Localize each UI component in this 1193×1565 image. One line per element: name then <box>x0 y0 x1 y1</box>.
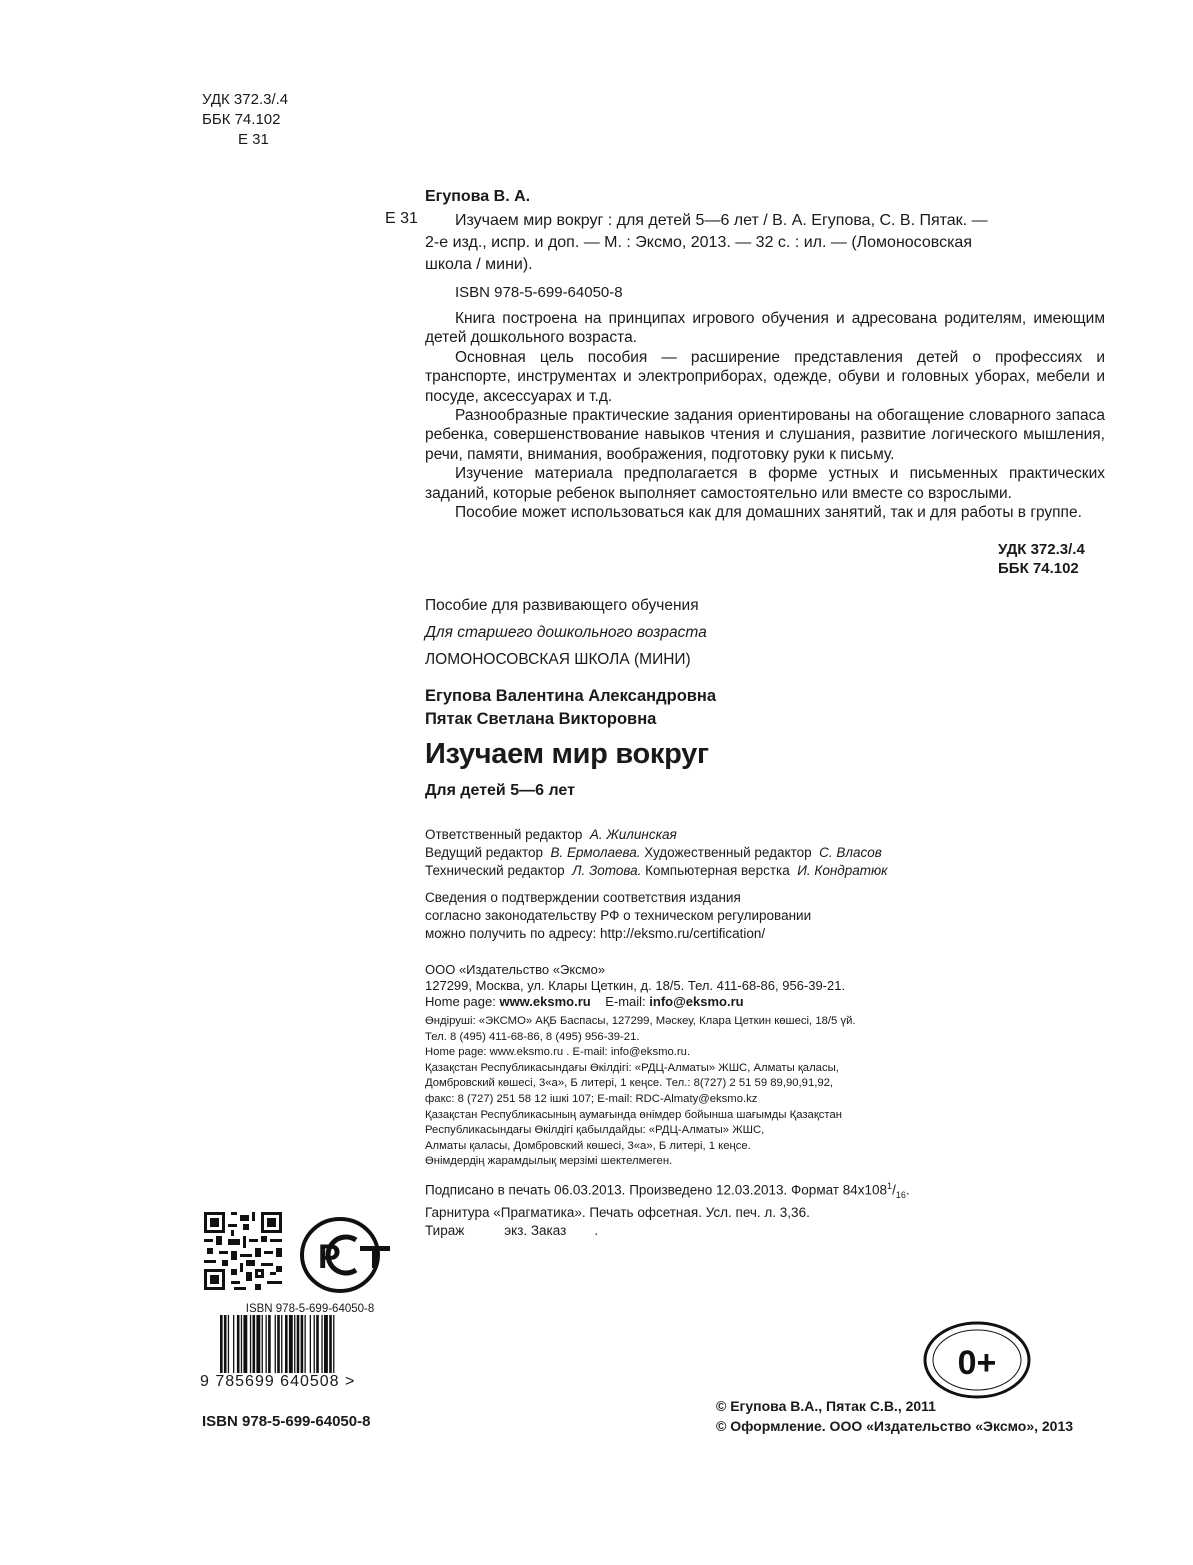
kz-line: Республикасындағы Өкілдігі қабылдайды: «РДЦ-Алматы» ЖШС, <box>425 1124 765 1137</box>
credit-label: Ведущий редактор <box>425 845 543 860</box>
email-label: E-mail: <box>605 994 646 1009</box>
catalog-description-line: Изучаем мир вокруг : для детей 5—6 лет / В. А. Егупова, С. В. Пятак. — <box>455 212 988 229</box>
certification-line: Сведения о подтверждении соответствия издания <box>425 890 741 905</box>
qr-code-icon <box>204 1212 282 1290</box>
certification-info <box>425 889 811 943</box>
print-line <box>425 1222 910 1240</box>
publisher-contacts <box>425 994 845 1010</box>
print-line: Гарнитура «Прагматика». Печать офсетная. Усл. печ. л. 3,36. <box>425 1205 810 1221</box>
credit-label: Технический редактор <box>425 863 565 878</box>
email-address: info@eksmo.ru <box>649 994 744 1009</box>
kz-line: Өндіруші: «ЭКСМО» АҚБ Баспасы, 127299, Мәскеу, Клара Цеткин көшесі, 18/5 үй. <box>425 1015 856 1027</box>
credit-line <box>425 844 888 862</box>
udk-code: УДК 372.3/.4 <box>998 541 1085 558</box>
catalog-code: Е 31 <box>385 210 418 227</box>
series-age: Для старшего дошкольного возраста <box>425 624 707 641</box>
kz-line: Домбровский көшесі, 3«а», Б литері, 1 кеңсе. Тел.: 8(727) 2 51 59 89,90,91,92, <box>425 1077 834 1090</box>
barcode-digits: 9 785699 640508 > <box>200 1373 356 1390</box>
editorial-credits <box>425 826 888 880</box>
credit-line <box>425 862 888 880</box>
abstract-paragraph: Основная цель пособия — расширение представления детей о профессиях и транспорте, инструментах и электроприборах, одежде, обуви и головных уборах, мебели и посуде, аксессуарах и т.д. <box>425 348 1105 405</box>
copyright <box>716 1396 1073 1436</box>
author-name: Егупова Валентина Александровна <box>425 687 717 705</box>
catalog-description-line: 2-е изд., испр. и доп. — М. : Эксмо, 2013. — 32 с. : ил. — (Ломоносовская <box>425 234 972 251</box>
isbn-bottom: ISBN 978-5-699-64050-8 <box>202 1413 371 1430</box>
udk-block-right <box>998 540 1085 578</box>
credit-name: А. Жилинская <box>589 827 677 842</box>
udk-code: УДК 372.3/.4 <box>202 91 289 108</box>
abstract-paragraph: Пособие может использоваться как для домашних занятий, так и для работы в группе. <box>455 504 1082 522</box>
kz-line: Home page: www.eksmo.ru . E-mail: info@eksmo.ru. <box>425 1046 691 1059</box>
author-mark: Е 31 <box>238 131 269 148</box>
series-type: Пособие для развивающего обучения <box>425 597 699 614</box>
certification-line: можно получить по адресу: http://eksmo.ru/certification/ <box>425 926 766 941</box>
bbk-code: ББК 74.102 <box>202 111 281 128</box>
pst-certification-mark-icon <box>298 1216 394 1294</box>
series-info <box>425 592 707 673</box>
abstract-paragraph: Разнообразные практические задания ориентированы на обогащение словарного запаса ребенка, совершенствование навыков чтения и слушания, развитие логического мышления, речи, памяти, внимания, воображения, подготовку руки к письму. <box>425 407 1105 463</box>
catalog-isbn: ISBN 978-5-699-64050-8 <box>455 284 623 301</box>
credit-label: Ответственный редактор <box>425 827 583 842</box>
barcode-icon <box>218 1315 398 1373</box>
kz-line: факс: 8 (727) 251 58 12 ішкі 107; E-mail: RDC-Almaty@eksmo.kz <box>425 1092 758 1105</box>
author-name: Пятак Светлана Викторовна <box>425 710 657 728</box>
print-info <box>425 1177 910 1240</box>
home-label: Home page: <box>425 994 496 1009</box>
credit-name: И. Кондратюк <box>797 863 888 878</box>
credit-name: С. Власов <box>819 845 882 860</box>
home-url: www.eksmo.ru <box>499 994 591 1009</box>
publisher-address: 127299, Москва, ул. Клары Цеткин, д. 18/5. Тел. 411-68-86, 956-39-21. <box>425 978 846 993</box>
kazakhstan-info <box>425 1014 856 1170</box>
barcode <box>200 1303 400 1391</box>
abstract-paragraph: Изучение материала предполагается в форме устных и письменных практических заданий, которые ребенок выполняет самостоятельно или вместе со взрослыми. <box>425 465 1105 502</box>
credit-name: В. Ермолаева. <box>550 845 641 860</box>
kz-line: Қазақстан Республикасындағы Өкілдігі: «РДЦ-Алматы» ЖШС, Алматы қаласы, <box>425 1061 839 1074</box>
credit-label: Художественный редактор <box>644 845 812 860</box>
series-name: ЛОМОНОСОВСКАЯ ШКОЛА (МИНИ) <box>425 651 691 668</box>
catalog-description <box>425 210 1105 276</box>
age-rating-0plus-icon <box>921 1320 1033 1400</box>
book-title: Изучаем мир вокруг <box>425 738 709 770</box>
abstract-paragraph: Книга построена на принципах игрового обучения и адресована родителям, имеющим детей дошкольного возраста. <box>425 310 1105 347</box>
format-fraction-numerator: 1 <box>887 1181 893 1191</box>
age-line: Для детей 5—6 лет <box>425 782 575 799</box>
print-line: Подписано в печать 06.03.2013. Произведено 12.03.2013. Формат $84х108^1/_{16}$. <box>425 1181 910 1201</box>
copyright-line: © Егупова В.А., Пятак С.В., 2011 <box>716 1398 936 1414</box>
authors-full <box>425 685 716 731</box>
catalog-author: Егупова В. А. <box>425 188 531 205</box>
kz-line: Тел. 8 (495) 411-68-86, 8 (495) 956-39-21. <box>425 1030 640 1043</box>
order-label: экз. Заказ <box>504 1223 567 1239</box>
bbk-code: ББК 74.102 <box>998 560 1079 577</box>
svg-text:Р: Р <box>318 1238 341 1276</box>
print-format-end: . <box>905 1182 910 1198</box>
credit-line <box>425 826 888 844</box>
credit-name: Л. Зотова. <box>572 863 642 878</box>
kz-line: Алматы қаласы, Домбровский көшесі, 3«а», Б литері, 1 кеңсе. <box>425 1139 751 1152</box>
publisher-info <box>425 962 845 1010</box>
catalog-description-line: школа / мини). <box>425 256 533 273</box>
circulation-label: Тираж <box>425 1223 465 1239</box>
order-end: . <box>594 1223 599 1239</box>
age-rating-text: 0+ <box>957 1344 997 1382</box>
credit-label: Компьютерная верстка <box>645 863 790 878</box>
kz-line: Қазақстан Республикасының аумағында өнімдер бойынша шағымды Қазақстан <box>425 1108 842 1121</box>
abstract <box>425 309 1105 522</box>
barcode-isbn: ISBN 978-5-699-64050-8 <box>245 1303 375 1315</box>
udk-block-top <box>202 90 288 150</box>
copyright-line: © Оформление. ООО «Издательство «Эксмо», 2013 <box>716 1418 1074 1434</box>
print-format: Подписано в печать 06.03.2013. Произведено 12.03.2013. Формат 84х108 <box>425 1182 888 1198</box>
certification-line: согласно законодательству РФ о техническом регулировании <box>425 908 812 923</box>
format-fraction-denominator: 16 <box>895 1190 906 1201</box>
kz-line: Өнімдердің жарамдылық мерзімі шектелмеген. <box>425 1155 673 1168</box>
publisher-name: ООО «Издательство «Эксмо» <box>425 962 606 977</box>
